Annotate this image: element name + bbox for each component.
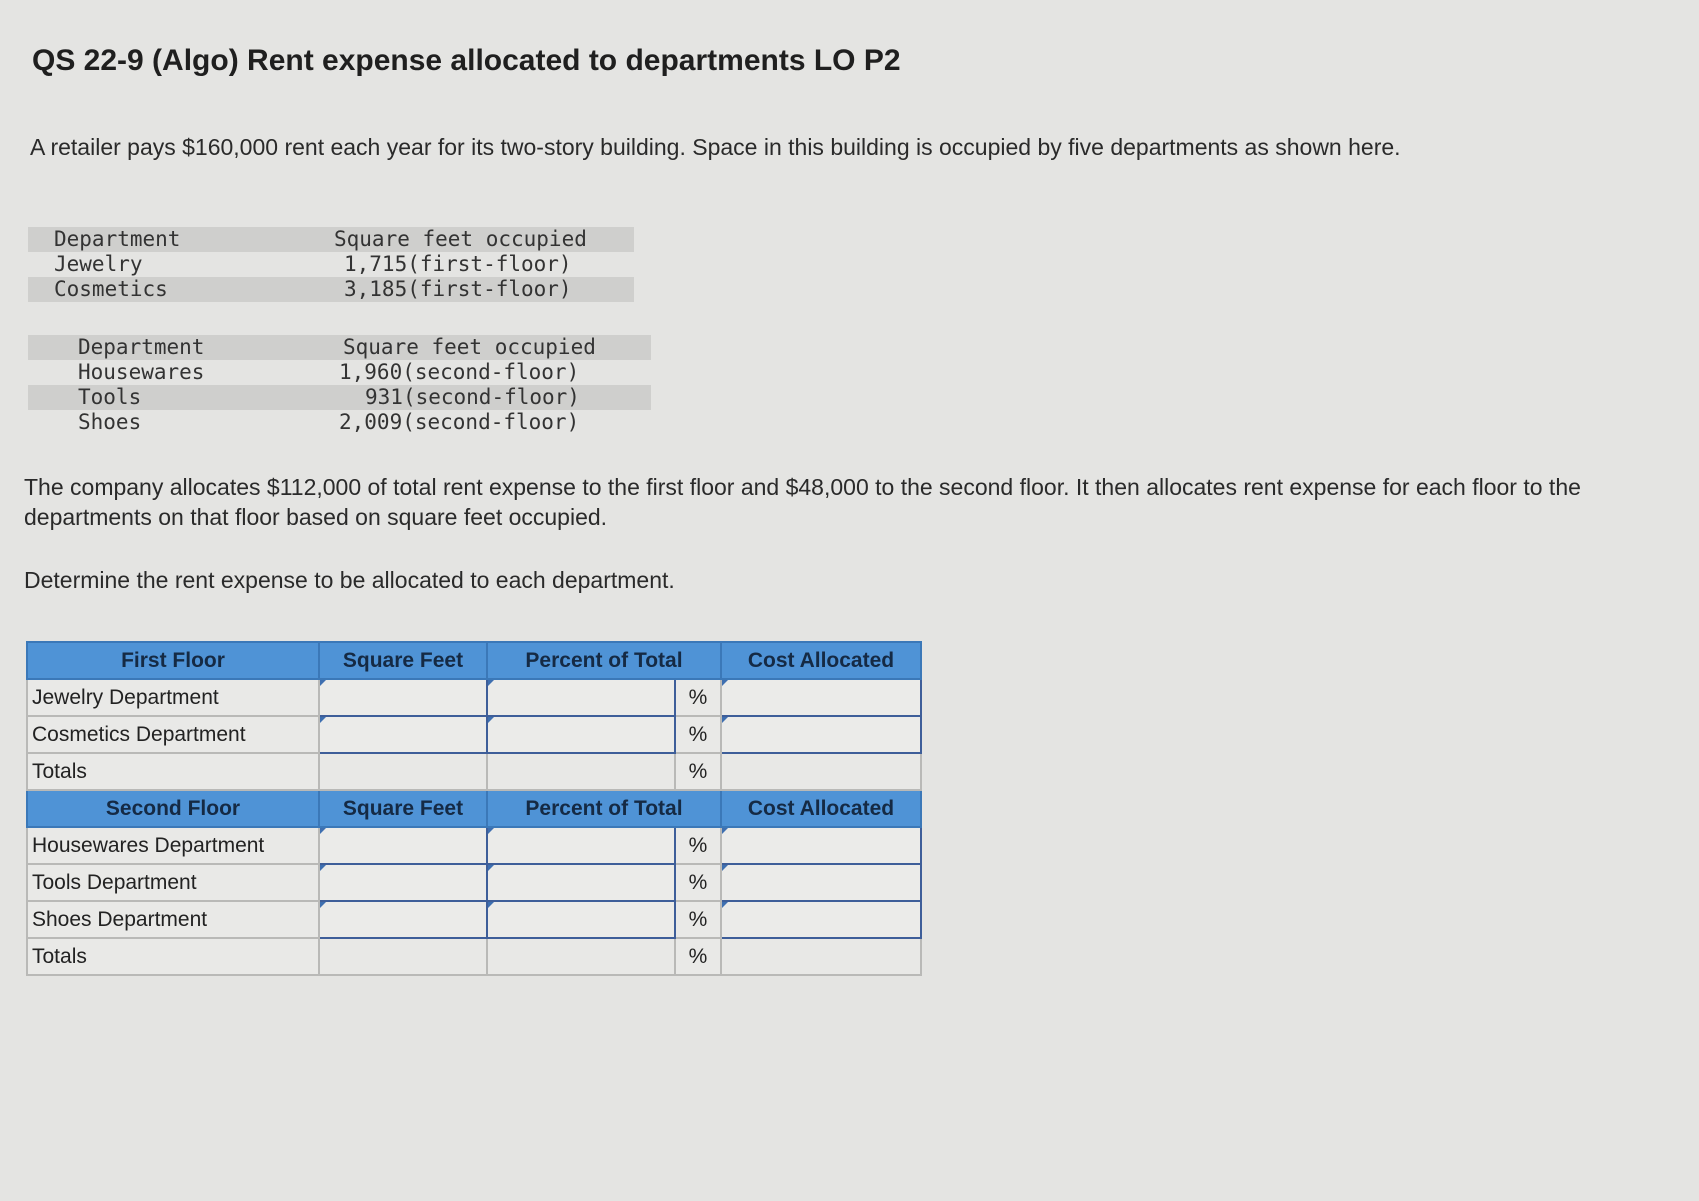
- cosmetics-sqft-input[interactable]: [319, 716, 487, 753]
- housewares-percent-input[interactable]: [487, 827, 675, 864]
- answer-table: [26, 641, 922, 976]
- second-floor-header: Second Floor Square Feet Percent of Total Cost Allocated: [27, 790, 921, 827]
- table-row: Cosmetics 3,185(first-floor): [28, 277, 634, 302]
- shoes-sqft-input[interactable]: [319, 901, 487, 938]
- first-total-sqft: [319, 753, 487, 790]
- table-row: Cosmetics Department %: [27, 716, 921, 753]
- jewelry-sqft-input[interactable]: [319, 679, 487, 716]
- instruction-text: Determine the rent expense to be allocated to each department.: [24, 567, 675, 593]
- tools-percent-input[interactable]: [487, 864, 675, 901]
- intro-text: A retailer pays $160,000 rent each year for its two-story building. Space in this building is occupied by five departments as shown here.: [30, 134, 1401, 160]
- housewares-cost-input[interactable]: [721, 827, 921, 864]
- first-total-cost: [721, 753, 921, 790]
- table-row: Tools Department %: [27, 864, 921, 901]
- allocation-text: The company allocates $112,000 of total rent expense to the first floor and $48,000 to the second floor. It then allocates rent expense for each floor to the departments on that floor based on square feet occupied.: [24, 474, 1581, 530]
- shoes-percent-input[interactable]: [487, 901, 675, 938]
- first-floor-table: [28, 227, 634, 302]
- table-row: Housewares Department %: [27, 827, 921, 864]
- first-floor-header: First Floor Square Feet Percent of Total Cost Allocated: [27, 642, 921, 679]
- table-row: Jewelry Department %: [27, 679, 921, 716]
- tools-sqft-input[interactable]: [319, 864, 487, 901]
- cosmetics-cost-input[interactable]: [721, 716, 921, 753]
- table-row: Housewares 1,960(second-floor): [78, 360, 580, 384]
- table-row: Totals %: [27, 753, 921, 790]
- table-header: Department Square feet occupied: [28, 227, 634, 252]
- jewelry-cost-input[interactable]: [721, 679, 921, 716]
- housewares-sqft-input[interactable]: [319, 827, 487, 864]
- shoes-cost-input[interactable]: [721, 901, 921, 938]
- cosmetics-percent-input[interactable]: [487, 716, 675, 753]
- tools-cost-input[interactable]: [721, 864, 921, 901]
- jewelry-percent-input[interactable]: [487, 679, 675, 716]
- second-total-percent: [487, 938, 675, 975]
- table-header: Department Square feet occupied: [28, 335, 651, 360]
- first-total-percent: [487, 753, 675, 790]
- table-row: Shoes Department %: [27, 901, 921, 938]
- second-total-cost: [721, 938, 921, 975]
- second-floor-table: [28, 335, 651, 435]
- table-row: Shoes 2,009(second-floor): [78, 410, 580, 434]
- page-title: QS 22-9 (Algo) Rent expense allocated to departments LO P2: [32, 44, 901, 77]
- second-total-sqft: [319, 938, 487, 975]
- table-row: Jewelry 1,715(first-floor): [54, 252, 572, 276]
- table-row: Totals %: [27, 938, 921, 975]
- table-row: Tools 931(second-floor): [28, 385, 651, 410]
